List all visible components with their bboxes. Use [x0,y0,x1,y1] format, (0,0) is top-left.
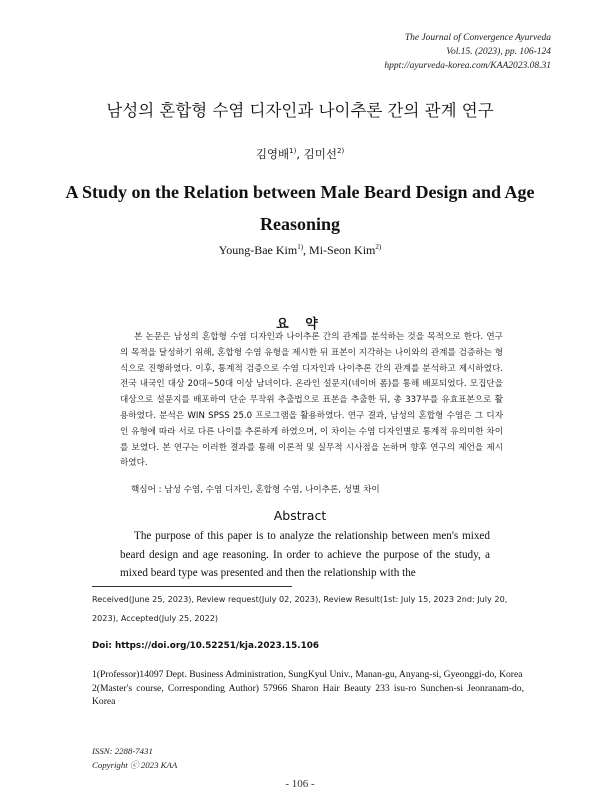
copyright: Copyright ⓒ 2023 KAA [92,759,178,770]
author-1-en-sup: 1) [297,243,304,251]
author-1-ko-sup: 1) [289,147,297,156]
affiliation-1: 1(Professor)14097 Dept. Business Administration, SungKyul Univ., Manan-gu, Anyang-si, Gyeonggi-do, Korea [92,669,523,680]
author-1-ko: 김영배 [255,147,290,161]
affiliations [92,668,524,709]
author-2-en-sup: 2) [375,243,382,251]
korean-abstract-heading: 요 약 [276,317,324,332]
author-2-ko: 김미선 [303,147,337,161]
received-dates: Received(June 25, 2023), Review request(July 02, 2023), Review Result(1st: July 15, 2023 2nd: July 20, 2023), Accepted(July 25, 2022) [92,594,508,623]
footnote-divider [92,586,292,587]
author-2-en: Mi-Seon Kim [309,243,376,257]
english-abstract-heading: Abstract [273,508,327,523]
author-1-en: Young-Bae Kim [218,243,298,257]
page-number: - 106 - [285,778,315,790]
korean-title: 남성의 혼합형 수염 디자인과 나이추론 간의 관계 연구 [106,101,494,120]
english-abstract: The purpose of this paper is to analyze the relationship between men's mixed beard design and age reasoning. In order to achieve the purpose of the study, a mixed beard type was presented and then the relationship with the [120,530,490,579]
journal-url: hppt://ayurveda-korea.com/KAA2023.08.31 [384,61,551,71]
author-separator-en: , [303,243,310,257]
english-authors [0,243,600,258]
english-title: A Study on the Relation between Male Beard Design and Age Reasoning [65,182,535,234]
korean-authors [0,146,600,162]
author-separator-ko: , [296,147,304,161]
issn-block [92,745,177,772]
issn: ISSN: 2288-7431 [92,746,153,756]
journal-volume: Vol.15. (2023), pp. 106-124 [446,47,551,57]
author-2-ko-sup: 2) [336,147,345,156]
korean-keywords: 핵심어 : 남성 수염, 수염 디자인, 혼합형 수염, 나이추론, 성별 차이 [131,485,380,495]
journal-header [384,31,551,73]
korean-abstract: 본 논문은 남성의 혼합형 수염 디자인과 나이추론 간의 관계를 분석하는 것을 목적으로 한다. 연구의 목적을 달성하기 위해, 혼합형 수염 유형을 제시한 뒤 표본이 지각하는 나이와의 관계를 검증하는 형식으로 진행하였다. 이후, 통계적 검증으로 수염 디자인과 나이추론 간의 관계를 분석하고 제시하였다. 전국 내국인 대상 20대~50대 이상 남녀이다. 온라인 설문지(네이버 폼)를 통해 배포되었다. 모집단을 대상으로 설문지를 배포하여 단순 무작위 추출법으로 표본을 추출한 뒤, 총 337부를 유효표본으로 활용하였다. 분석은 WIN SPSS 25.0 프로그램을 활용하였다. 연구 결과, 남성의 혼합형 수염은 그 디자인 유형에 따라 서로 다른 나이를 추론하게 하였으며, 이 차이는 수염 디자인별로 통계적 유의미한 차이를 보였다. 본 연구는 이러한 결과를 통해 이론적 및 실무적 시사점을 논하며 향후 연구의 제언을 제시하였다. [120,332,503,469]
journal-name: The Journal of Convergence Ayurveda [404,33,551,43]
affiliation-2: 2(Master's course, Corresponding Author) 57966 Sharon Hair Beauty 233 isu-ro Sunchen-si Jeonranam-do, Korea [92,682,524,707]
doi-link[interactable]: Doi: https://doi.org/10.52251/kja.2023.15.106 [92,641,319,651]
